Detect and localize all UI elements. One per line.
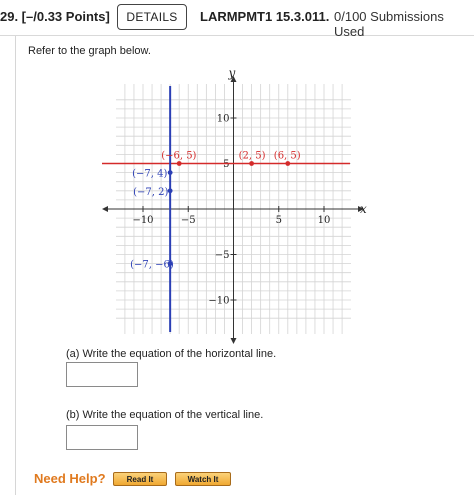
y-tick-label: −10 [208, 295, 230, 307]
answer-input-b[interactable] [67, 426, 137, 449]
read-it-button[interactable]: Read It [113, 472, 167, 486]
answer-box-a[interactable] [66, 362, 138, 387]
x-tick-label: −10 [132, 215, 154, 226]
data-point [249, 161, 254, 166]
point-label: (−7, −6) [130, 259, 174, 271]
question-id: LARMPMT1 15.3.011. [200, 9, 330, 24]
answer-box-b[interactable] [66, 425, 138, 450]
question-number: 29. [–/0.33 Points] [0, 9, 110, 24]
point-label: (−7, 4) [132, 168, 168, 180]
point-label: (2, 5) [238, 150, 266, 162]
question-a-text: (a) Write the equation of the horizontal line. [66, 348, 277, 360]
answer-input-a[interactable] [67, 363, 137, 386]
point-label: (−6, 5) [161, 150, 197, 162]
submissions-count: 0/100 Submissions Used [334, 9, 444, 39]
question-b-text: (b) Write the equation of the vertical line. [66, 409, 264, 421]
y-tick-label: −5 [214, 250, 230, 261]
tick-labels [132, 114, 330, 307]
prompt-text: Refer to the graph below. [28, 45, 151, 57]
watch-it-button[interactable]: Watch It [175, 472, 231, 486]
data-point [168, 170, 173, 175]
content-left-border [15, 36, 16, 495]
y-tick-label: 5 [223, 159, 230, 170]
details-button[interactable]: DETAILS [117, 4, 187, 30]
axes [102, 66, 367, 344]
x-axis-arrow-left [102, 206, 108, 212]
need-help-label: Need Help? [34, 471, 106, 486]
data-point [168, 188, 173, 193]
data-point [177, 161, 182, 166]
y-axis-label: y [228, 66, 236, 80]
question-header [0, 0, 474, 39]
x-tick-label: 5 [275, 215, 282, 226]
x-axis-label: x [360, 202, 367, 216]
x-tick-label: −5 [180, 215, 196, 226]
coordinate-graph [100, 62, 370, 346]
x-tick-label: 10 [317, 215, 331, 226]
y-axis-arrow-bottom [231, 338, 237, 344]
point-label: (−7, 2) [133, 186, 169, 198]
data-point [285, 161, 290, 166]
point-label: (6, 5) [273, 150, 301, 162]
y-tick-label: 10 [216, 113, 230, 125]
